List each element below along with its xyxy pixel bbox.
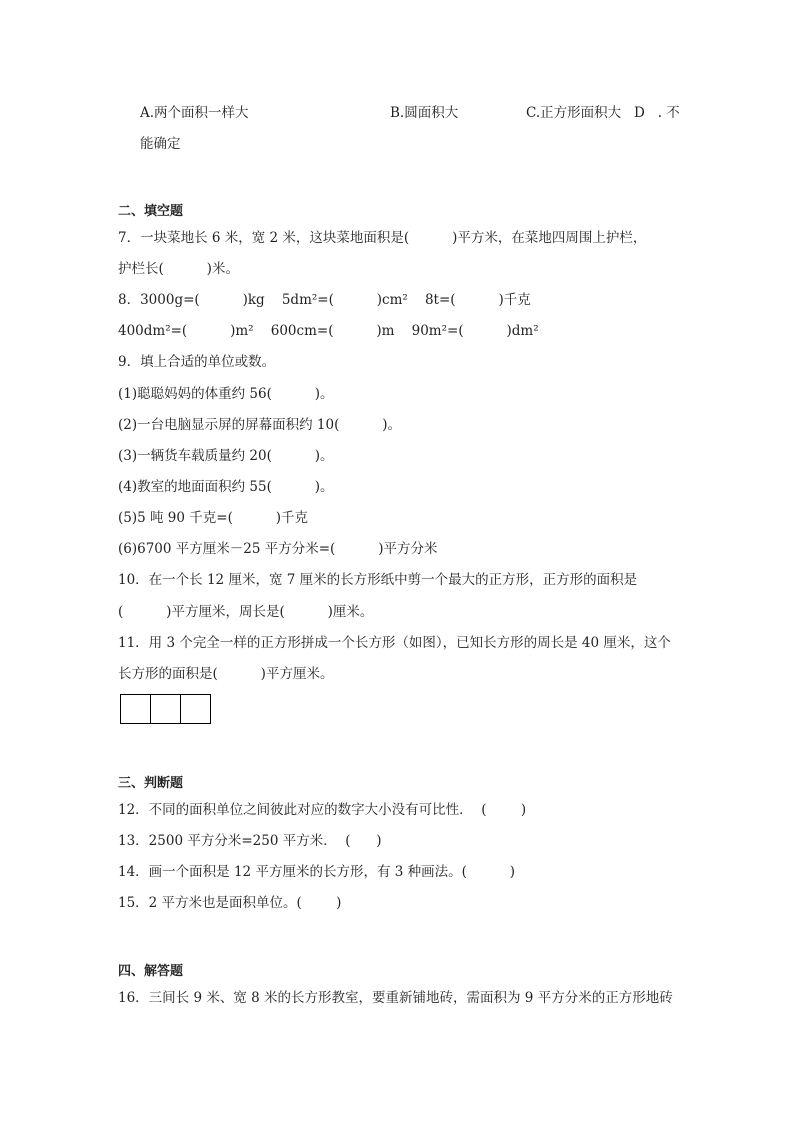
q12: 12．不同的面积单位之间彼此对应的数字大小没有可比性． ( ) [118, 802, 527, 818]
q9-item-2: (2)一台电脑显示屏的屏幕面积约 10( )。 [118, 417, 402, 433]
square-cell [151, 695, 181, 723]
q10-line-2: ( )平方厘米，周长是( )厘米。 [118, 604, 374, 620]
q15: 15．2 平方米也是面积单位。( ) [118, 895, 342, 911]
q9-title: 9．填上合适的单位或数。 [118, 354, 276, 370]
three-squares-figure [120, 694, 211, 724]
section-fill-in-title: 二、填空题 [118, 204, 184, 219]
q9-item-3: (3)一辆货车载质量约 20( )。 [118, 448, 334, 464]
q6-option-d-continued: 能确定 [140, 136, 181, 152]
q9-item-1: (1)聪聪妈妈的体重约 56( )。 [118, 386, 334, 402]
square-cell [181, 695, 210, 723]
q6-option-b: B.圆面积大 [390, 105, 459, 121]
q8-line-1: 8．3000g=( )kg 5dm²=( )cm² 8t=( )千克 [118, 292, 531, 308]
q6-option-a: A.两个面积一样大 [140, 105, 249, 121]
q10-line-1: 10．在一个长 12 厘米，宽 7 厘米的长方形纸中剪一个最大的正方形，正方形的面积是 [118, 572, 638, 588]
q7-line-1: 7．一块菜地长 6 米，宽 2 米，这块菜地面积是( )平方米，在菜地四周围上护栏， [118, 230, 647, 246]
q6-option-c-d: C.正方形面积大 D . 不 [526, 105, 680, 121]
q9-item-5: (5)5 吨 90 千克=( )千克 [118, 510, 309, 526]
q13: 13．2500 平方分米=250 平方米． ( ) [118, 833, 382, 849]
q14: 14．画一个面积是 12 平方厘米的长方形，有 3 种画法。( ) [118, 864, 516, 880]
q8-line-2: 400dm²=( )m² 600cm=( )m 90m²=( )dm² [118, 323, 539, 339]
section-word-problems-title: 四、解答题 [118, 964, 184, 979]
q11-line-2: 长方形的面积是( )平方厘米。 [118, 666, 334, 682]
q16-line-1: 16．三间长 9 米、宽 8 米的长方形教室，要重新铺地砖，需面积为 9 平方分米的正方形地砖 [118, 990, 673, 1006]
q9-item-4: (4)教室的地面面积约 55( )。 [118, 479, 334, 495]
square-cell [121, 695, 151, 723]
q7-line-2: 护栏长( )米。 [118, 261, 239, 277]
q11-line-1: 11．用 3 个完全一样的正方形拼成一个长方形（如图），已知长方形的周长是 40 厘米，这个 [118, 635, 671, 651]
section-true-false-title: 三、判断题 [118, 776, 184, 791]
q9-item-6: (6)6700 平方厘米－25 平方分米=( )平方分米 [118, 541, 438, 557]
